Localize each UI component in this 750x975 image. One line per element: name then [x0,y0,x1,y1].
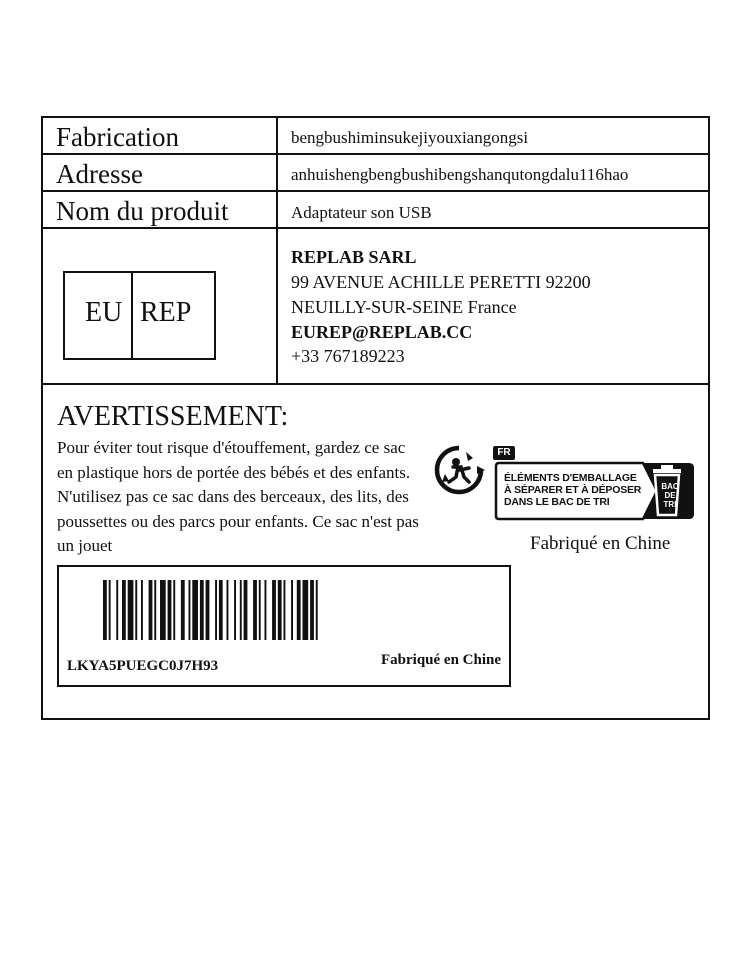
sorting-line-1: ÉLÉMENTS D'EMBALLAGE [504,472,637,484]
row-eu-rep [43,229,708,385]
fr-badge: FR [493,446,515,460]
sorting-line-3: DANS LE BAC DE TRI [504,496,610,508]
warning-title: AVERTISSEMENT: [57,401,289,432]
barcode-icon [103,580,465,640]
eu-rep-left: EU [85,297,123,328]
bin-text-3: TRI [663,500,677,509]
adresse-key: Adresse [56,159,143,189]
fabrication-key: Fabrication [56,122,179,152]
bin-text [657,482,683,509]
sorting-info-mark [493,460,697,522]
product-label [41,116,710,720]
triman-icon [433,444,485,496]
made-in-text: Fabriqué en Chine [530,533,671,554]
row-nom-du-produit [43,192,708,229]
eu-rep-address-1: 99 AVENUE ACHILLE PERETTI 92200 [291,272,591,292]
eu-rep-mark [63,271,216,360]
nom-du-produit-key: Nom du produit [56,196,229,226]
eu-rep-right: REP [140,297,192,328]
eu-rep-company: REPLAB SARL [291,247,417,267]
bin-text-1: BAC [661,482,679,491]
bin-text-2: DE [664,491,676,500]
barcode-made-in: Fabriqué en Chine [380,652,501,668]
eu-rep-phone: +33 767189223 [291,346,405,366]
eu-rep-email: EUREP@REPLAB.CC [291,322,473,342]
adresse-value: anhuishengbengbushibengshanqutongdalu116hao [291,165,629,184]
warning-text: Pour éviter tout risque d'étouffement, gardez ce sac en plastique hors de portée des bébés et des enfants. N'utilisez pas ce sac dans des berceaux, des lits, des poussettes ou des parcs pour enfants. Ce sac n'est pas un jouet [57,438,419,555]
row-adresse [43,155,708,192]
row-fabrication [43,118,708,155]
nom-du-produit-value: Adaptateur son USB [291,203,432,222]
barcode-code: LKYA5PUEGC0J7H93 [67,658,219,674]
barcode-box [57,565,511,687]
fabrication-value: bengbushiminsukejiyouxiangongsi [291,128,529,147]
sorting-line-2: À SÉPARER ET À DÉPOSER [504,484,642,496]
eu-rep-address-2: NEUILLY-SUR-SEINE France [291,297,517,317]
